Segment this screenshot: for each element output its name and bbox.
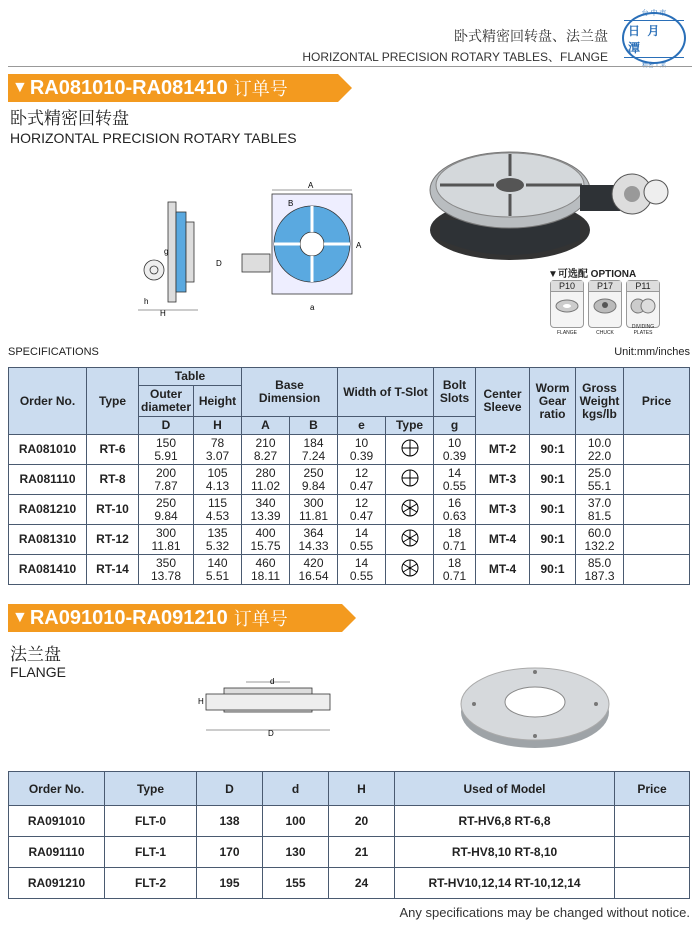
base-b-in: 11.81 <box>298 508 329 523</box>
th-used-of-model: Used of Model <box>395 772 615 806</box>
bolt-slot-in: 0.39 <box>442 448 467 463</box>
outer-diameter: 300 <box>155 525 177 540</box>
option-chuck <box>588 280 622 336</box>
tslot-width: 12 <box>354 495 369 510</box>
height: 105 <box>207 465 228 480</box>
svg-text:A: A <box>308 182 314 190</box>
section2-banner <box>8 604 342 632</box>
outer-d: 138 <box>197 806 263 837</box>
type: FLT-2 <box>105 868 197 899</box>
bolt-slot-in: 0.71 <box>442 568 467 583</box>
center-sleeve: MT-2 <box>488 442 517 456</box>
svg-text:A: A <box>356 241 362 250</box>
option-label: CHUCK <box>596 330 614 336</box>
outer-diameter-in: 11.81 <box>151 538 181 553</box>
logo-main-text: 日 月 潭 <box>624 20 684 58</box>
th-B: B <box>290 417 338 435</box>
flange-specs <box>8 771 690 899</box>
center-sleeve: MT-4 <box>488 562 517 576</box>
table-row <box>9 465 690 495</box>
section1-title-cn: 卧式精密回转盘 <box>10 109 129 128</box>
order-no: RA091210 <box>9 868 105 899</box>
height: 21 <box>329 837 395 868</box>
outer-diameter-in: 7.87 <box>154 478 178 493</box>
th-height: Height <box>194 386 242 417</box>
gear-ratio: 90:1 <box>540 532 565 546</box>
outer-diameter-in: 13.78 <box>150 568 182 583</box>
bolt-slot: 18 <box>447 555 462 570</box>
options-title: ▼可选配 OPTIONA <box>548 269 637 280</box>
option-label: DIVIDING PLATES <box>631 324 655 336</box>
th-e: e <box>338 417 386 435</box>
svg-text:g: g <box>164 247 169 256</box>
th-A: A <box>242 417 290 435</box>
table-row <box>9 806 690 837</box>
option-code: P10 <box>551 281 583 292</box>
base-a: 280 <box>255 465 276 480</box>
svg-text:B: B <box>288 199 294 208</box>
th-worm-gear-ratio: Worm Gear ratio <box>530 368 576 435</box>
height: 24 <box>329 868 395 899</box>
th-center-sleeve: Center Sleeve <box>476 368 530 435</box>
table-row <box>9 837 690 868</box>
outer-diameter-in: 5.91 <box>154 448 178 463</box>
triangle-down-icon: ▼ <box>12 609 28 626</box>
height: 78 <box>210 435 225 450</box>
svg-text:a: a <box>310 303 315 312</box>
gross-weight-in: 187.3 <box>584 568 615 583</box>
center-sleeve: MT-3 <box>488 502 517 516</box>
rotary-table-photo <box>410 130 690 270</box>
tslot-width: 14 <box>354 555 369 570</box>
inner-d: 100 <box>263 806 329 837</box>
th-bolt-slots: Bolt Slots <box>434 368 476 417</box>
tslot-width-in: 0.55 <box>349 568 374 583</box>
th-type: Type <box>105 772 197 806</box>
outer-d: 170 <box>197 837 263 868</box>
four-slot-icon <box>401 469 419 487</box>
used-model: RT-HV10,12,14 RT-10,12,14 <box>395 868 615 899</box>
th-base-dimension: Base Dimension <box>242 368 338 417</box>
base-a: 210 <box>255 435 276 450</box>
gear-ratio: 90:1 <box>540 442 565 456</box>
type: FLT-1 <box>105 837 197 868</box>
option-label: FLANGE <box>556 330 577 336</box>
outer-diameter: 150 <box>155 435 177 450</box>
section2-order-range: RA091010-RA091210 <box>29 606 228 629</box>
type: RT-6 <box>99 442 126 456</box>
table-row <box>9 868 690 899</box>
svg-text:D: D <box>268 729 274 738</box>
bolt-slot-in: 0.63 <box>442 508 467 523</box>
tslot-width-in: 0.47 <box>349 508 374 523</box>
triangle-down-icon: ▼ <box>12 79 28 96</box>
height-in: 4.13 <box>205 478 230 493</box>
base-b: 184 <box>303 435 324 450</box>
base-b-in: 16.54 <box>298 568 329 583</box>
gross-weight-in: 132.2 <box>584 538 615 553</box>
base-a: 340 <box>255 495 276 510</box>
type: RT-8 <box>99 472 126 486</box>
gear-ratio: 90:1 <box>540 502 565 516</box>
price <box>615 868 690 899</box>
height: 135 <box>207 525 228 540</box>
bolt-slot: 14 <box>447 465 462 480</box>
base-b-in: 9.84 <box>301 478 326 493</box>
th-gross-weight: Gross Weight kgs/lb <box>576 368 624 435</box>
table-row <box>9 525 690 555</box>
height-in: 5.32 <box>205 538 230 553</box>
gross-weight-in: 55.1 <box>587 478 612 493</box>
footer-note: Any specifications may be changed without notice. <box>399 905 690 920</box>
flange-photo <box>456 660 614 750</box>
tslot-width: 10 <box>354 435 369 450</box>
order-no: RA081310 <box>18 532 77 546</box>
table-row <box>9 435 690 465</box>
th-slot-type: Type <box>386 417 434 435</box>
rotary-table-drawing <box>138 182 368 322</box>
header-title-cn: 卧式精密回转盘、法兰盘 <box>454 28 608 44</box>
th-D: D <box>139 417 194 435</box>
section2-title-cn: 法兰盘 <box>10 645 61 664</box>
base-a-in: 18.11 <box>250 568 281 583</box>
center-sleeve: MT-3 <box>488 472 517 486</box>
base-b-in: 7.24 <box>301 448 326 463</box>
unit-label: Unit:mm/inches <box>614 346 690 358</box>
dividing-plate-thumb-icon <box>628 292 658 318</box>
th-d: d <box>263 772 329 806</box>
th-type: Type <box>87 368 139 435</box>
header-title-en: HORIZONTAL PRECISION ROTARY TABLES、FLANGE <box>302 50 608 64</box>
th-D: D <box>197 772 263 806</box>
order-no: RA081010 <box>18 442 77 456</box>
height-in: 3.07 <box>205 448 230 463</box>
th-g: g <box>434 417 476 435</box>
gross-weight-in: 81.5 <box>587 508 612 523</box>
height: 20 <box>329 806 395 837</box>
tslot-width-in: 0.47 <box>349 478 374 493</box>
flange-drawing <box>196 672 338 744</box>
gross-weight-in: 22.0 <box>587 448 612 463</box>
six-slot-icon <box>401 499 419 517</box>
base-b: 300 <box>303 495 324 510</box>
outer-d: 195 <box>197 868 263 899</box>
price <box>615 837 690 868</box>
flange-thumb-icon <box>552 292 582 318</box>
height: 140 <box>207 555 228 570</box>
four-slot-icon <box>401 439 419 457</box>
table-row <box>9 555 690 585</box>
center-sleeve: MT-4 <box>488 532 517 546</box>
option-code: P17 <box>589 281 621 292</box>
tslot-width: 12 <box>354 465 369 480</box>
height-in: 4.53 <box>205 508 230 523</box>
height: 115 <box>207 495 228 510</box>
base-a-in: 13.39 <box>250 508 281 523</box>
th-price: Price <box>624 368 690 435</box>
base-a-in: 15.75 <box>250 538 281 553</box>
tslot-width-in: 0.39 <box>349 448 374 463</box>
height-in: 5.51 <box>205 568 230 583</box>
svg-text:H: H <box>160 309 166 318</box>
section1-banner <box>8 74 338 102</box>
type: FLT-0 <box>105 806 197 837</box>
order-no: RA081210 <box>18 502 77 516</box>
base-a: 460 <box>255 555 276 570</box>
bolt-slot: 18 <box>447 525 462 540</box>
section2-title-en: FLANGE <box>10 664 67 680</box>
th-outer-diameter: Outer diameter <box>139 386 194 417</box>
tslot-width: 14 <box>354 525 369 540</box>
chuck-thumb-icon <box>590 292 620 318</box>
gear-ratio: 90:1 <box>540 562 565 576</box>
option-code: P11 <box>627 281 659 292</box>
price <box>615 806 690 837</box>
outer-diameter: 350 <box>155 555 177 570</box>
base-a: 400 <box>255 525 276 540</box>
svg-text:d: d <box>270 677 275 686</box>
gross-weight: 85.0 <box>587 555 612 570</box>
order-no: RA091110 <box>9 837 105 868</box>
type: RT-14 <box>96 562 129 576</box>
base-b: 364 <box>303 525 324 540</box>
tslot-width-in: 0.55 <box>349 538 374 553</box>
th-price: Price <box>615 772 690 806</box>
order-no: RA081410 <box>18 562 77 576</box>
th-order-no: Order No. <box>9 772 105 806</box>
bolt-slot-in: 0.71 <box>442 538 467 553</box>
th-H: H <box>194 417 242 435</box>
specifications-label: SPECIFICATIONS <box>8 346 99 358</box>
gross-weight: 37.0 <box>587 495 612 510</box>
used-model: RT-HV8,10 RT-8,10 <box>395 837 615 868</box>
svg-text:D: D <box>216 259 222 268</box>
order-no: RA091010 <box>9 806 105 837</box>
inner-d: 155 <box>263 868 329 899</box>
th-order-no: Order No. <box>9 368 87 435</box>
gross-weight: 25.0 <box>587 465 612 480</box>
svg-text:H: H <box>198 697 204 706</box>
section1-order-range: RA081010-RA081410 <box>29 76 228 99</box>
th-H: H <box>329 772 395 806</box>
svg-text:h: h <box>144 297 149 306</box>
company-logo <box>622 9 686 64</box>
base-b-in: 14.33 <box>298 538 329 553</box>
type: RT-10 <box>96 502 129 516</box>
six-slot-icon <box>401 559 419 577</box>
section1-order-label: 订单号 <box>233 79 288 99</box>
outer-diameter-in: 9.84 <box>154 508 178 523</box>
gross-weight: 10.0 <box>587 435 612 450</box>
table-row <box>9 495 690 525</box>
bolt-slot: 16 <box>447 495 462 510</box>
rotary-table-specs <box>8 367 690 585</box>
section1-title-en: HORIZONTAL PRECISION ROTARY TABLES <box>10 130 297 146</box>
bolt-slot: 10 <box>447 435 462 450</box>
type: RT-12 <box>96 532 129 546</box>
section2-order-label: 订单号 <box>233 609 288 629</box>
outer-diameter: 250 <box>155 495 177 510</box>
inner-d: 130 <box>263 837 329 868</box>
logo-top-text: 台 中 市 <box>641 9 667 17</box>
base-b: 250 <box>303 465 324 480</box>
order-no: RA081110 <box>19 472 76 486</box>
base-a-in: 8.27 <box>253 448 278 463</box>
option-flange <box>550 280 584 336</box>
bolt-slot-in: 0.55 <box>442 478 467 493</box>
base-a-in: 11.02 <box>250 478 281 493</box>
gross-weight: 60.0 <box>587 525 612 540</box>
six-slot-icon <box>401 529 419 547</box>
th-table: Table <box>139 368 242 386</box>
gear-ratio: 90:1 <box>540 472 565 486</box>
logo-bottom-text <box>642 60 666 69</box>
base-b: 420 <box>303 555 324 570</box>
outer-diameter: 200 <box>155 465 177 480</box>
th-width-tslot: Width of T-Slot <box>338 368 434 417</box>
used-model: RT-HV6,8 RT-6,8 <box>395 806 615 837</box>
option-dividing-plates <box>626 280 660 336</box>
header-divider <box>8 66 692 67</box>
